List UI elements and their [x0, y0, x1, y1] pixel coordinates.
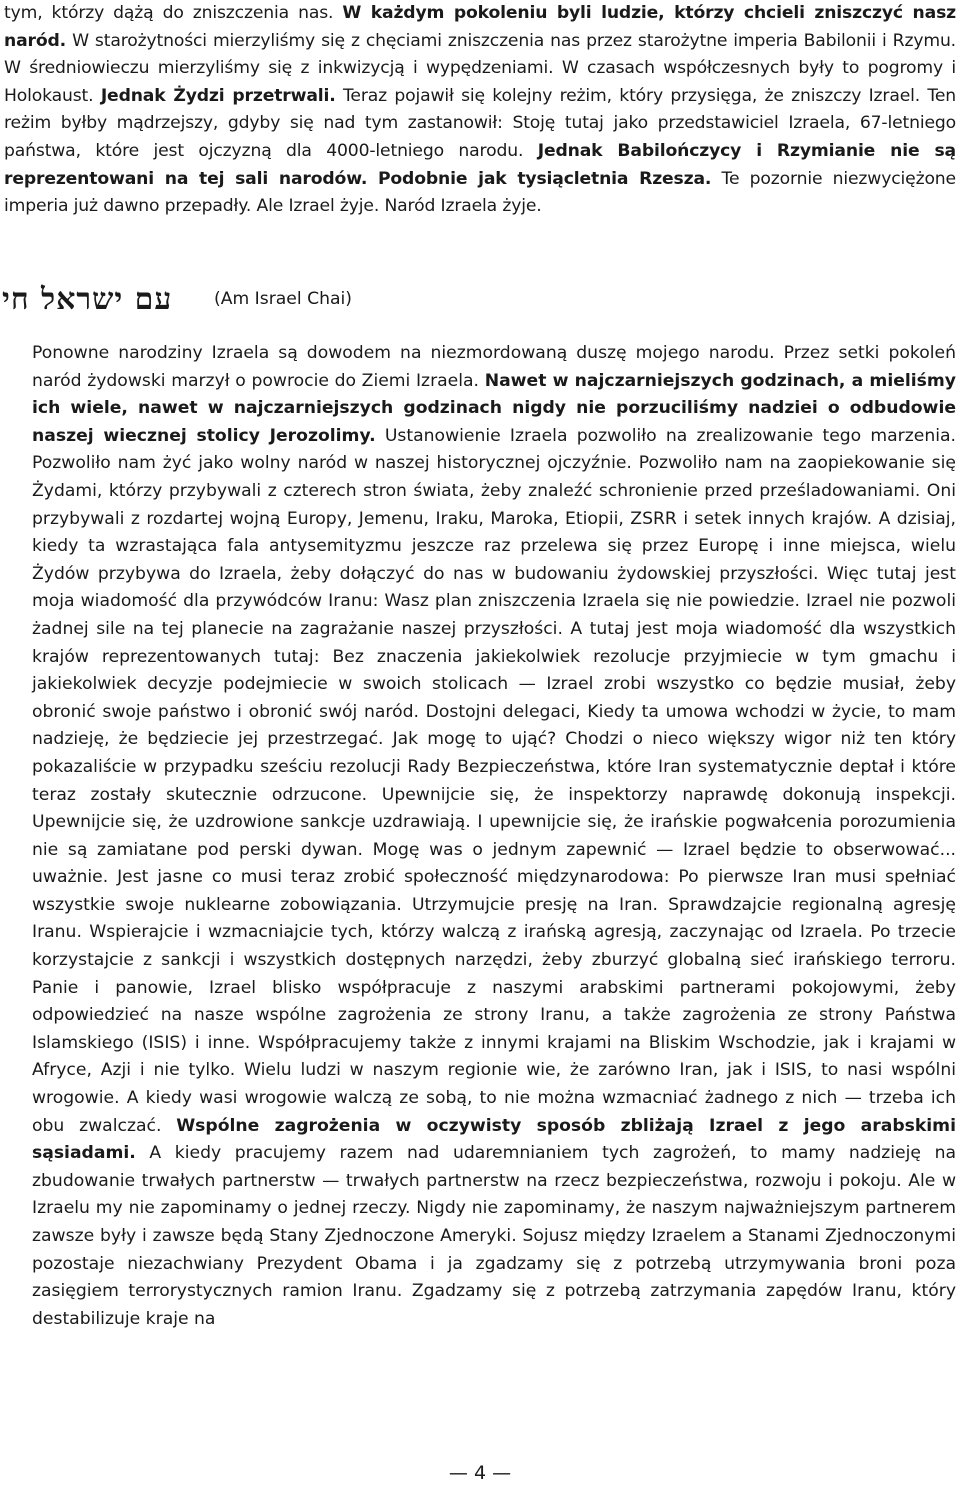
para1-text-3: Teraz pojawił się kolejny reżim, który przysięga, że zniszczy Izrael. Ten reżim byłby mądrzejszy, gdyby się nad tym zastanowił: Stoję tutaj jako przedstawiciel Izraela, 67-letniego państwa, które jest ojczyzną dla 4000-letniego narodu.	[4, 85, 956, 161]
hebrew-phrase: עם ישראל חי	[2, 282, 173, 317]
para1-text-2: W starożytności mierzyliśmy się z chęciami zniszczenia nas przez starożytne imperia Babilonii i Rzymu. W średniowieczu mierzyliśmy się z inkwizycją i wypędzeniami. W czasach współczesnych były to pogromy i Holokaust.	[4, 30, 956, 106]
para1-bold-2: Jednak Żydzi przetrwali.	[100, 85, 336, 106]
transliteration: (Am Israel Chai)	[214, 289, 353, 309]
para1-bold-1: W każdym pokoleniu byli ludzie, którzy chcieli zniszczyć nasz naród.	[4, 3, 956, 51]
para1-text-1: tym, którzy dążą do zniszczenia nas.	[4, 3, 343, 23]
paragraph-2	[4, 340, 956, 1333]
para2-bold-2: Wspólne zagrożenia w oczywisty sposób zbliżają Izrael z jego arabskimi sąsiadami.	[32, 1115, 956, 1164]
document-page	[4, 0, 956, 221]
para1-bold-3: Jednak Babilończycy i Rzymianie nie są reprezentowani na tej sali narodów. Podobnie jak tysiącletnia Rzesza.	[4, 140, 956, 189]
para2-bold-1: Nawet w najczarniejszych godzinach, a mieliśmy ich wiele, nawet w najczarniejszych godzinach nigdy nie porzuciliśmy nadziei o odbudowie naszej wiecznej stolicy Jerozolimy.	[32, 370, 956, 446]
para2-text-3: A kiedy pracujemy razem nad udaremnianiem tych zagrożeń, to mamy nadzieję na zbudowanie trwałych partnerstw — trwałych partnerstw na rzecz bezpieczeństwa, rozwoju i pokoju. Ale w Izraelu my nie zapominamy o jednej rzeczy. Nigdy nie zapominamy, że naszym najważniejszym partnerem zawsze były i zawsze będą Stany Zjednoczone Ameryki. Sojusz między Izraelem a Stanami Zjednoczonymi pozostaje niezachwiany Prezydent Obama i ja zgadzamy się z potrzebą utrzymywania broni poza zasięgiem terrorystycznych ramion Iranu. Zgadzamy się z potrzebą zatrzymania zapędów Iranu, który destabilizuje kraje na	[32, 1143, 956, 1329]
para2-text-2: Ustanowienie Izraela pozwoliło na zrealizowanie tego marzenia. Pozwoliło nam żyć jako wolny naród w naszej historycznej ojczyźnie. Pozwoliło nam na zaopiekowanie się Żydami, którzy przybywali z czterech stron świata, żeby znaleźć schronienie przed prześladowaniami. Oni przybywali z rozdartej wojną Europy, Jemenu, Iraku, Maroka, Etiopii, ZSRR i setek innych krajów. A dzisiaj, kiedy ta wzrastająca fala antysemityzmu jeszcze raz przelewa się przez Europę i inne miejsca, wielu Żydów przybywa do Izraela, żeby dołączyć do nas w budowaniu żydowskiej przyszłości. Więc tutaj jest moja wiadomość dla przywódców Iranu: Wasz plan zniszczenia Izraela się nie powiedzie. Izrael nie pozwoli żadnej sile na tej planecie na zagrażanie naszej przyszłości. A tutaj jest moja wiadomość dla wszystkich krajów reprezentowanych tutaj: Bez znaczenia jakiekolwiek rezolucje przyjmiecie w tym gmachu i jakiekolwiek decyzje podejmiecie w swoich stolicach — Izrael zrobi wszystko co będzie musiał, żeby obronić swoje państwo i obronić swój naród. Dostojni delegaci, Kiedy ta umowa wchodzi w życie, to mam nadzieję, że będziecie jej przestrzegać. Jak mogę to ująć? Chodzi o nieco większy wigor niż ten który pokazaliście w przypadku sześciu rezolucji Rady Bezpieczeństwa, które Iran systematycznie deptał i które teraz zostały skutecznie odrzucone. Upewnijcie się, że inspektorzy naprawdę dokonują inspekcji. Upewnijcie się, że uzdrowione sankcje uzdrawiają. I upewnijcie się, że irańskie pogwałcenia porozumienia nie są zamiatane pod perski dywan. Mogę was o jednym zapewnić — Izrael będzie to obserwować... uważnie. Jest jasne co musi teraz zrobić społeczność międzynarodowa: Po pierwsze Iran musi spełniać wszystkie swoje nuklearne zobowiązania. Utrzymujcie presję na Iran. Sprawdzajcie regionalną agresję Iranu. Wspierajcie i wzmacniajcie tych, którzy walczą z irańską agresją, zaczynając od Izraela. Po trzecie korzystajcie z sankcji i wszystkich dostępnych narzędzi, żeby zburzyć globalną sieć irańskiego terroru. Panie i panowie, Izrael blisko współpracuje z naszymi arabskimi partnerami pokojowymi, żeby odpowiedzieć na nasze wspólne zagrożenia ze strony Iranu, a także zagrożenia ze strony Państwa Islamskiego (ISIS) i inne. Współpracujemy także z innymi krajami na Bliskim Wschodzie, jak i krajami w Afryce, Azji i nie tylko. Wielu ludzi w naszym regionie wie, że zarówno Iran, jak i ISIS, to nasi wspólni wrogowie. A kiedy wasi wrogowie walczą ze sobą, to nie można wzmacniać żadnego z nich — trzeba ich obu zwalczać.	[32, 425, 957, 1136]
para2-text-1: Ponowne narodziny Izraela są dowodem na niezmordowaną duszę mojego narodu. Przez setki pokoleń naród żydowski marzył o powrocie do Ziemi Izraela.	[32, 343, 956, 391]
paragraph-1	[4, 0, 956, 221]
document-body-2	[4, 340, 956, 1333]
hebrew-phrase-row	[2, 282, 942, 322]
para1-text-4: Te pozornie niezwyciężone imperia już dawno przepadły. Ale Izrael żyje. Naród Izraela żyje.	[4, 168, 956, 217]
page-number: — 4 —	[448, 1462, 512, 1484]
